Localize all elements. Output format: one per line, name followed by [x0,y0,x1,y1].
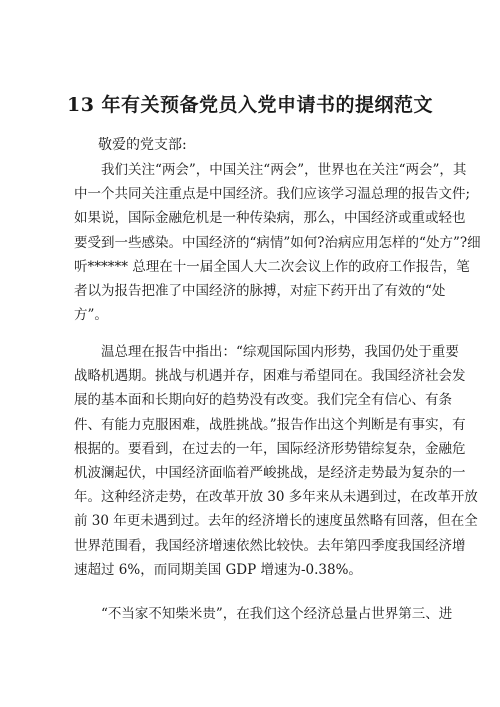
paragraph-line: 听****** 总理在十一届全国人大二次会议上作的政府工作报告，笔 [74,258,470,275]
paragraph-1 [74,158,481,327]
paragraph-line: 战略机遇期。挑战与机遇并存，困难与希望同在。我国经济社会发 [74,368,466,385]
paragraph-line: 方”。 [74,307,108,324]
paragraph-2 [74,340,478,582]
paragraph-line: 世界范围看，我国经济增速依然比较快。去年第四季度我国经济增 [74,537,466,554]
paragraph-line: 年。这种经济走势，在改革开放 30 多年来从未遇到过，在改革开放 [74,489,478,506]
paragraph-line: 展的基本面和长期向好的趋势没有改变。我们完全有信心、有条 [74,392,452,409]
paragraph-line: 件、有能力克服困难，战胜挑战。”报告作出这个判断是有事实，有 [74,416,466,433]
paragraph-line: 根据的。要看到，在过去的一年，国际经济形势错综复杂，金融危 [74,440,466,457]
salutation: 敬爱的党支部: [98,137,187,153]
paragraph-line: 者以为报告把准了中国经济的脉搏，对症下药开出了有效的“处 [74,283,446,300]
paragraph-line: 中一个共同关注重点是中国经济。我们应该学习温总理的报告文件; [74,186,471,203]
paragraph-line: 温总理在报告中指出：“综观国际国内形势，我国仍处于重要 [74,344,459,360]
paragraph-line: 我们关注“两会”，中国关注“两会”，世界也在关注“两会”，其 [74,162,467,178]
paragraph-line: 机波澜起伏，中国经济面临着严峻挑战，是经济走势最为复杂的一 [74,465,466,482]
paragraph-line: 要受到一些感染。中国经济的“病情”如何?治病应用怎样的“处方”?细 [74,234,481,251]
paragraph-line: 前 30 年更未遇到过。去年的经济增长的速度虽然略有回落，但在全 [74,513,478,530]
paragraph-3 [74,602,453,626]
paragraph-line: “不当家不知柴米贵”，在我们这个经济总量占世界第三、进 [74,606,453,622]
paragraph-line: 如果说，国际金融危机是一种传染病，那么，中国经济或重或轻也 [74,210,466,227]
paragraph-line: 速超过 6%，而同期美国 GDP 增速为-0.38%。 [74,561,362,578]
document-title: 13 年有关预备党员入党申请书的提纲范文 [66,94,434,116]
